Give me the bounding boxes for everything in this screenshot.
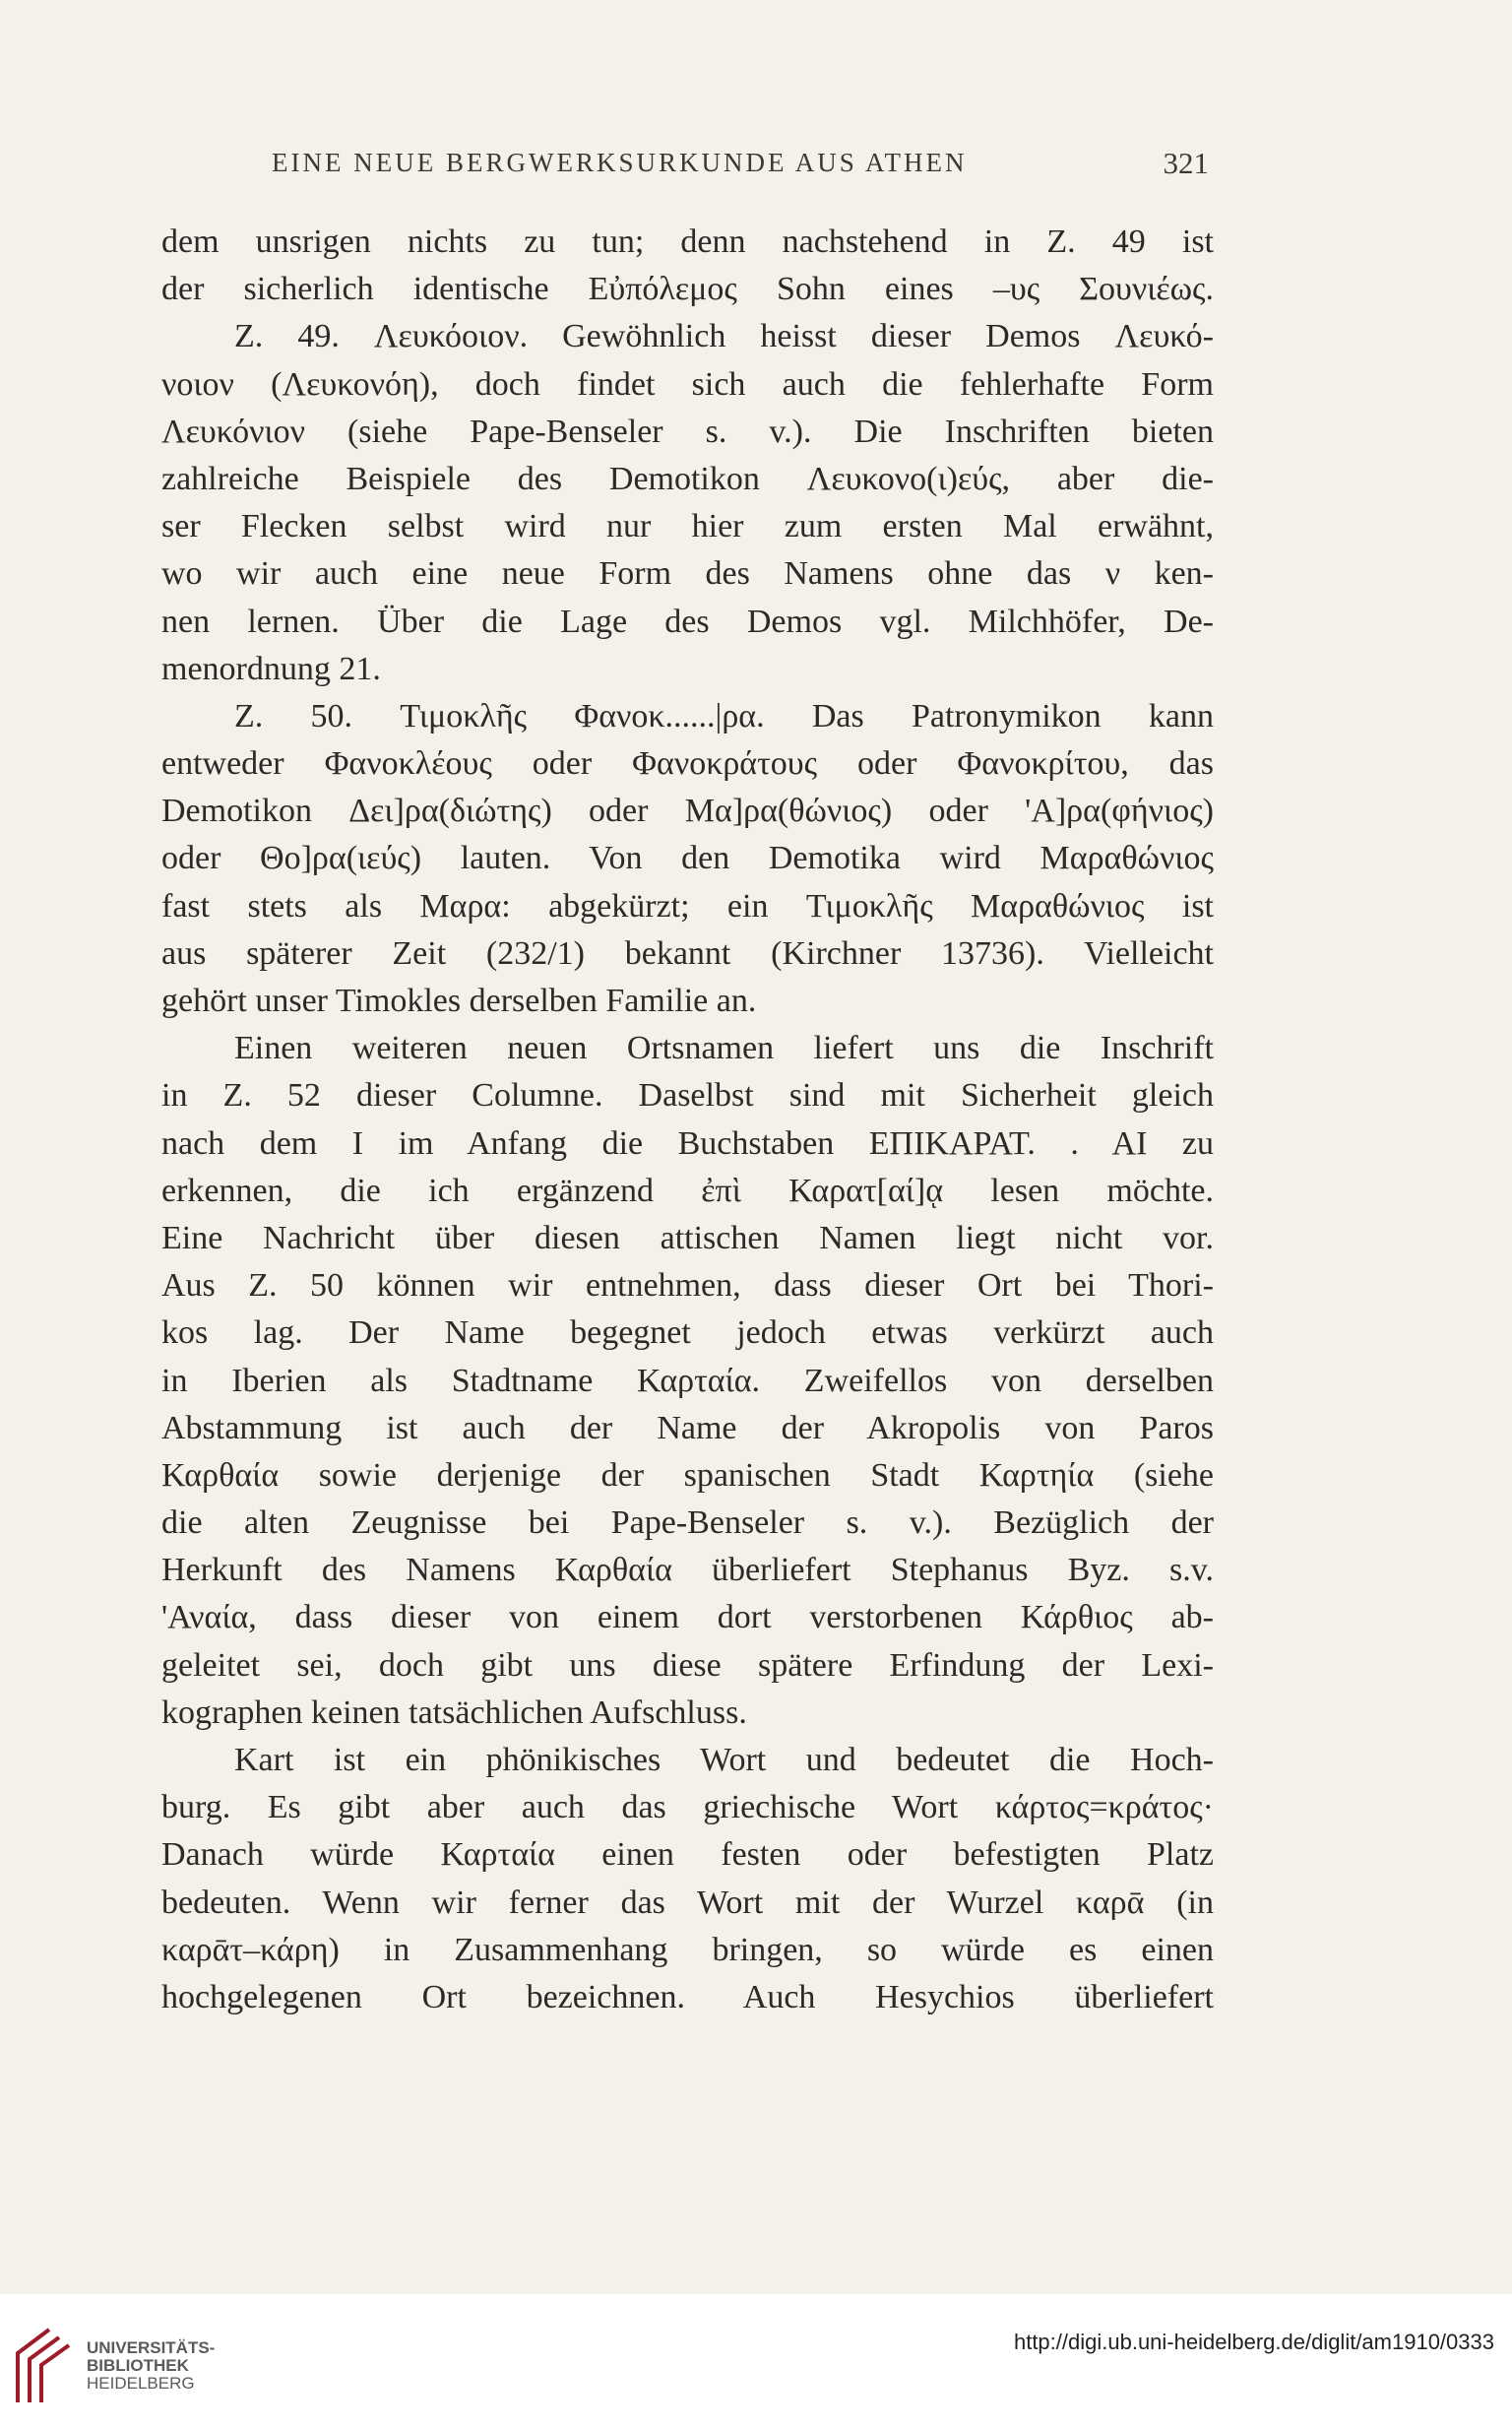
text-line: Herkunft des Namens Καρθαία überliefert Stephanus Byz. s.v.: [161, 1552, 1214, 1589]
running-title: EINE NEUE BERGWERKSURKUNDE AUS ATHEN: [272, 148, 968, 177]
text-line: Einen weiteren neuen Ortsnamen liefert uns die Inschrift: [234, 1030, 1214, 1067]
text-line: hochgelegenen Ort bezeichnen. Auch Hesychios überliefert: [161, 1978, 1214, 2015]
text-line: Aus Z. 50 können wir entnehmen, dass dieser Ort bei Thori-: [161, 1267, 1214, 1305]
text-line: erkennen, die ich ergänzend ἐπὶ Καρατ[αί]ᾳ lesen möchte.: [161, 1172, 1214, 1209]
text-line: oder Θο]ρα(ιεύς) lauten. Von den Demotika wird Μαραθώνιος: [161, 840, 1214, 877]
text-line: geleitet sei, doch gibt uns diese spätere Erfindung der Lexi-: [161, 1646, 1214, 1684]
text-line: wo wir auch eine neue Form des Namens ohne das ν ken-: [161, 555, 1214, 593]
library-logo-icon: [10, 2324, 73, 2406]
library-line-1: UNIVERSITÄTS-: [87, 2338, 216, 2357]
text-line: bedeuten. Wenn wir ferner das Wort mit der Wurzel καρᾱ (in: [161, 1884, 1214, 1921]
library-line-2: BIBLIOTHEK: [87, 2356, 189, 2375]
text-line: καρᾱτ–κάρη) in Zusammenhang bringen, so würde es einen: [161, 1931, 1214, 1968]
text-line: in Iberien als Stadtname Καρταία. Zweifellos von derselben: [161, 1362, 1214, 1399]
text-line: gehört unser Timokles derselben Familie an.: [161, 983, 757, 1019]
text-line: menordnung 21.: [161, 650, 381, 687]
text-line: νοιον (Λευκονόη), doch findet sich auch die fehlerhafte Form: [161, 365, 1214, 403]
text-line: die alten Zeugnisse bei Pape-Benseler s. v.). Bezüglich der: [161, 1504, 1214, 1542]
text-line: Danach würde Καρταία einen festen oder befestigten Platz: [161, 1836, 1214, 1874]
text-line: in Z. 52 dieser Columne. Daselbst sind mit Sicherheit gleich: [161, 1077, 1214, 1115]
text-line: Eine Nachricht über diesen attischen Namen liegt nicht vor.: [161, 1219, 1214, 1256]
text-line: der sicherlich identische Εὐπόλεμος Sohn eines –υς Σουνιέως.: [161, 271, 1214, 308]
page-number: 321: [1163, 146, 1209, 180]
footer-bar: [0, 2294, 1512, 2428]
library-name: [87, 2339, 215, 2393]
text-line: Demotikon Δει]ρα(διώτης) oder Μα]ρα(θώνιος) oder 'Α]ρα(φήνιος): [161, 793, 1214, 830]
text-line: burg. Es gibt aber auch das griechische Wort κάρτος=κράτος·: [161, 1789, 1214, 1826]
text-line: nen lernen. Über die Lage des Demos vgl. Milchhöfer, De-: [161, 603, 1214, 640]
library-line-3: HEIDELBERG: [87, 2374, 195, 2393]
text-line: fast stets als Μαρα: abgekürzt; ein Τιμοκλῆς Μαραθώνιος ist: [161, 887, 1214, 925]
text-line: aus späterer Zeit (232/1) bekannt (Kirchner 13736). Vielleicht: [161, 934, 1214, 972]
text-line: 'Αναία, dass dieser von einem dort verstorbenen Κάρθιος ab-: [161, 1599, 1214, 1636]
text-line: dem unsrigen nichts zu tun; denn nachstehend in Z. 49 ist: [161, 224, 1214, 260]
text-line: Abstammung ist auch der Name der Akropolis von Paros: [161, 1409, 1214, 1446]
text-line: Z. 50. Τιμοκλῆς Φανοκ......|ρα. Das Patronymikon kann: [234, 697, 1214, 735]
text-line: zahlreiche Beispiele des Demotikon Λευκονο(ι)εύς, aber die-: [161, 460, 1214, 497]
running-header: [272, 148, 1209, 187]
text-line: entweder Φανοκλέους oder Φανοκράτους oder Φανοκρίτου, das: [161, 745, 1214, 783]
text-line: kos lag. Der Name begegnet jedoch etwas verkürzt auch: [161, 1314, 1214, 1352]
text-line: nach dem I im Anfang die Buchstaben ΕΠΙΚΑΡΑΤ. . ΑΙ zu: [161, 1124, 1214, 1162]
text-line: Καρθαία sowie derjenige der spanischen Stadt Καρτηία (siehe: [161, 1456, 1214, 1494]
text-line: Kart ist ein phönikisches Wort und bedeutet die Hoch-: [234, 1742, 1214, 1778]
text-line: kographen keinen tatsächlichen Aufschluss.: [161, 1693, 747, 1731]
text-line: Λευκόνιον (siehe Pape-Benseler s. v.). Die Inschriften bieten: [161, 413, 1214, 450]
permalink-url[interactable]: http://digi.ub.uni-heidelberg.de/diglit/am1910/0333: [1013, 2330, 1494, 2354]
text-line: Z. 49. Λευκόοιον. Gewöhnlich heisst dieser Demos Λευκό-: [234, 318, 1214, 355]
text-line: ser Flecken selbst wird nur hier zum ersten Mal erwähnt,: [161, 508, 1214, 545]
body-text: [161, 219, 1214, 2021]
